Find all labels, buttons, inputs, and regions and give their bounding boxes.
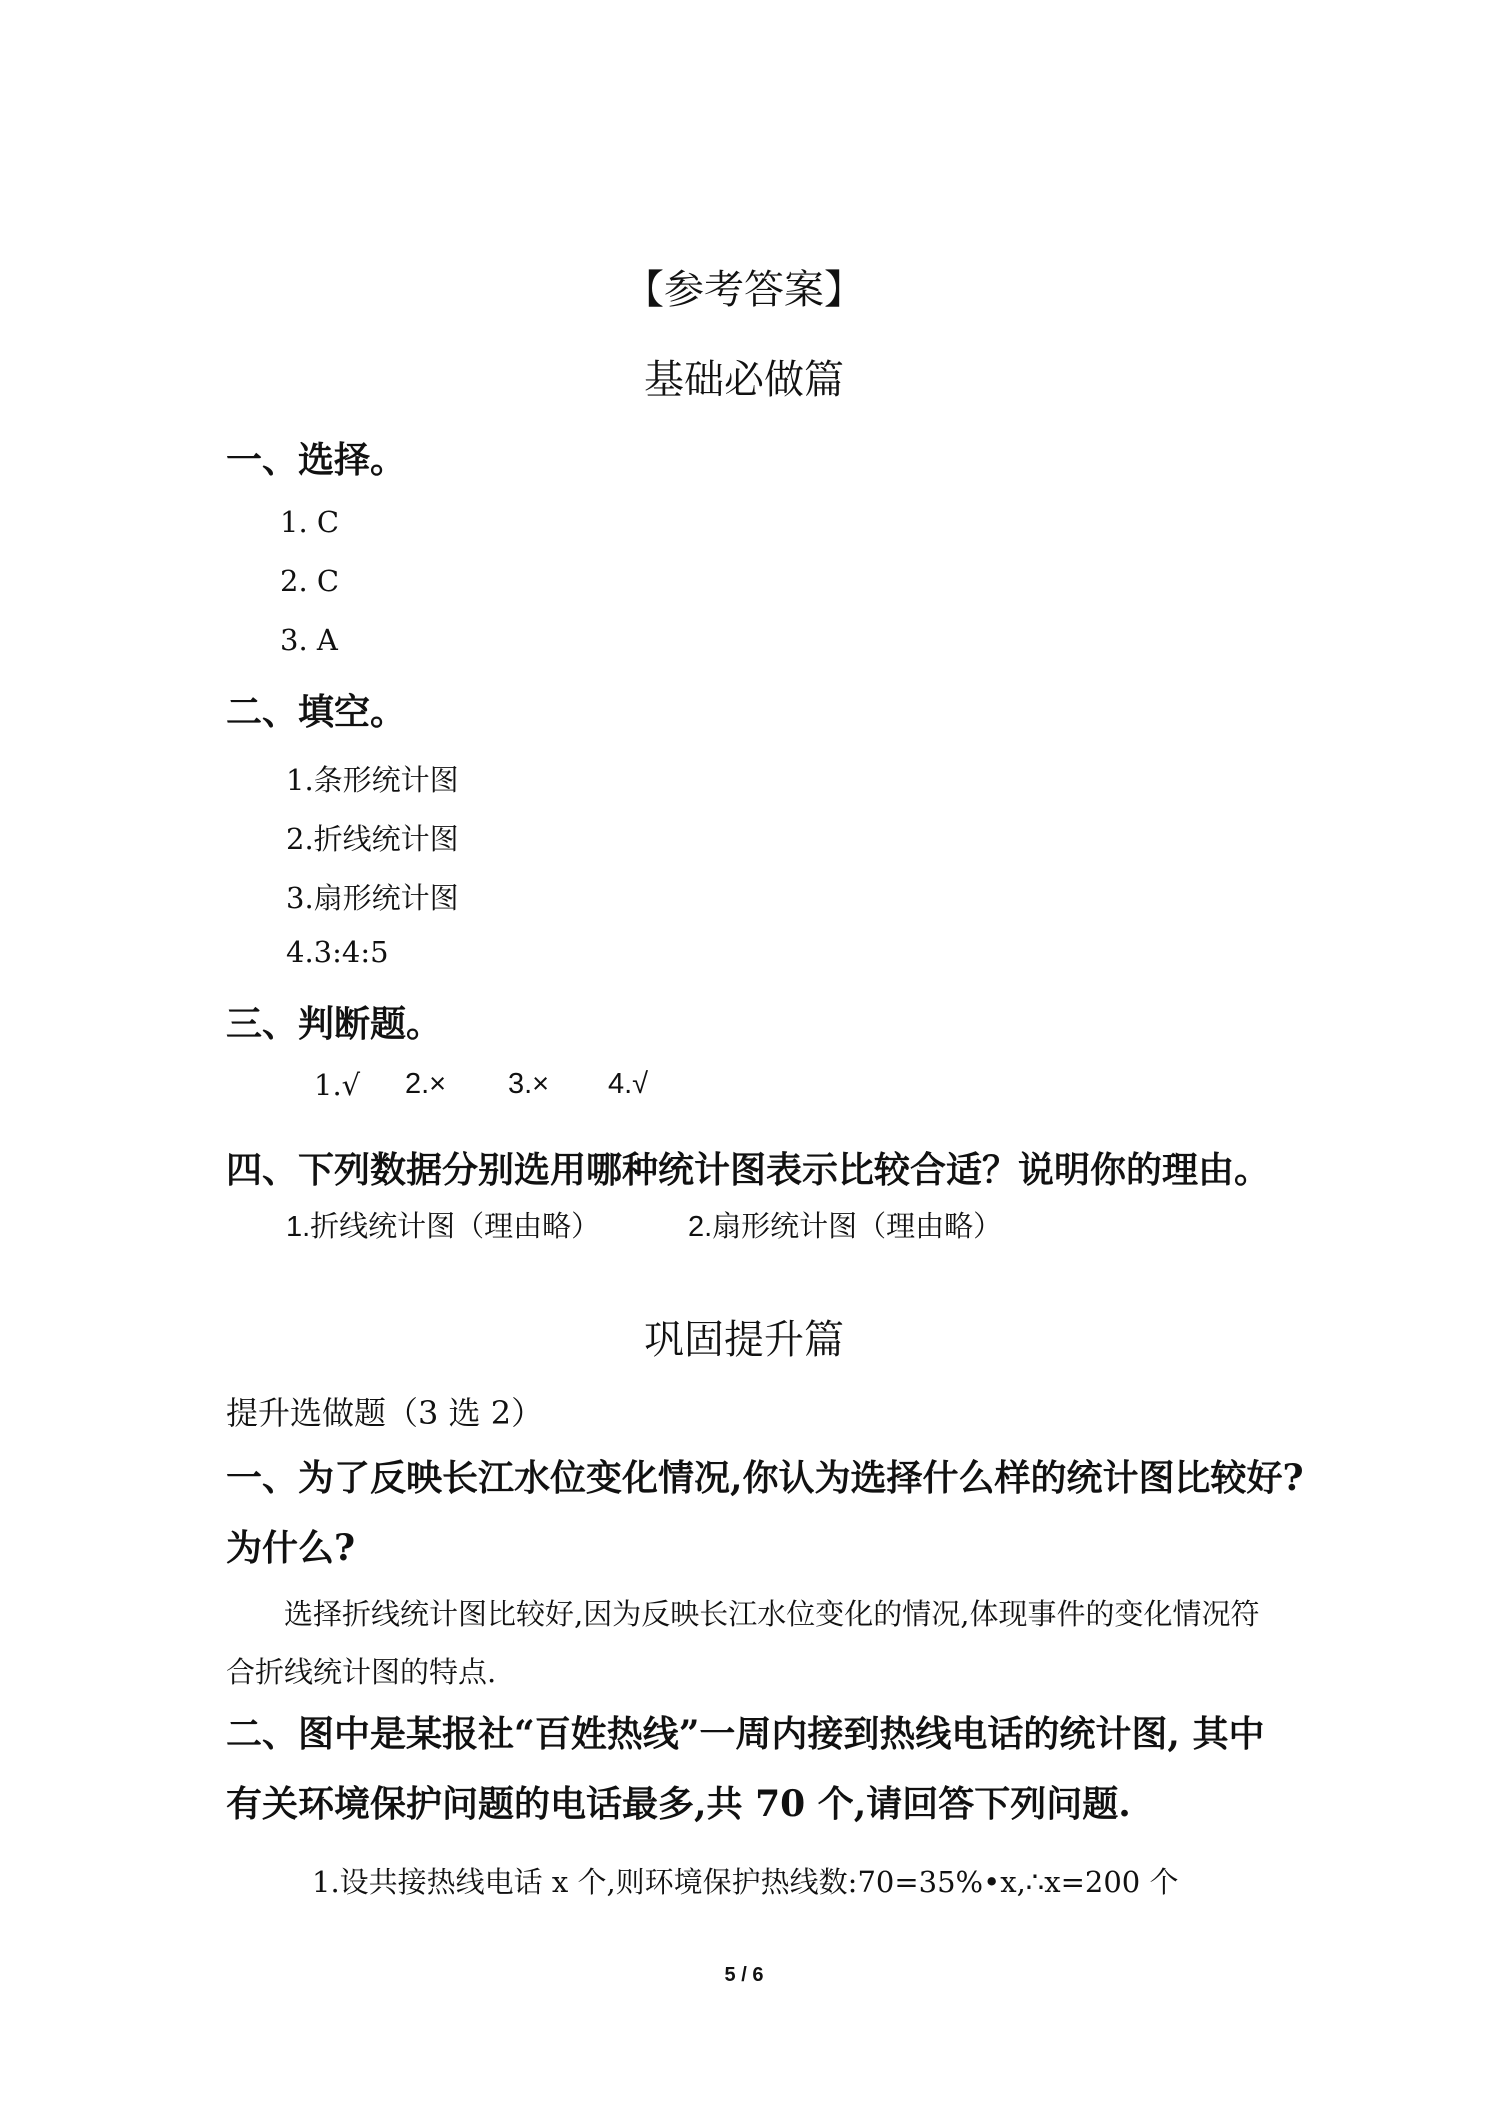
- part2-item-4: 4.3:4:5: [286, 935, 389, 969]
- part1-heading: 一、选择。: [226, 439, 407, 481]
- page-number: 5 / 6: [724, 1964, 764, 1986]
- part2-heading: 二、填空。: [226, 691, 407, 733]
- q1-answer: 选择折线统计图比较好,因为反映长江水位变化的情况,体现事件的变化情况符合折线统计图的特点.: [226, 1597, 1260, 1689]
- advanced-label: 提升选做题（3 选 2）: [226, 1394, 544, 1432]
- q2-line-2: 有关环境保护问题的电话最多,共 70 个,请回答下列问题.: [226, 1783, 1131, 1825]
- part3-heading: 三、判断题。: [226, 1003, 443, 1045]
- part3-answer-4: 4.√: [608, 1068, 649, 1100]
- part2-item-3: 3.扇形统计图: [286, 881, 459, 915]
- section-advanced-title: 巩固提升篇: [644, 1317, 844, 1363]
- q1-line-2: 为什么?: [226, 1527, 356, 1569]
- part3-answer-2: 2.×: [405, 1068, 447, 1100]
- q2-answer-1: 1.设共接热线电话 x 个,则环境保护热线数:70=35%•x,∴x=200 个: [312, 1865, 1179, 1899]
- part4-heading: 四、下列数据分别选用哪种统计图表示比较合适？说明你的理由。: [226, 1149, 1271, 1191]
- part4-answer-1: 1.折线统计图（理由略）: [286, 1211, 601, 1243]
- part4-answer-2: 2.扇形统计图（理由略）: [688, 1211, 1003, 1243]
- section-basic-title: 基础必做篇: [644, 357, 844, 403]
- part2-item-1: 1.条形统计图: [286, 763, 459, 797]
- q2-line-1: 二、图中是某报社“百姓热线”一周内接到热线电话的统计图, 其中: [226, 1713, 1265, 1755]
- answer-title: 【参考答案】: [624, 267, 864, 313]
- part1-item-3: 3. A: [280, 623, 338, 657]
- q1-line-1: 一、为了反映长江水位变化情况,你认为选择什么样的统计图比较好?: [226, 1457, 1304, 1499]
- part3-answer-1: 1.√: [314, 1068, 361, 1102]
- part1-item-1: 1. C: [280, 505, 340, 539]
- part3-answer-3: 3.×: [508, 1068, 550, 1100]
- part2-item-2: 2.折线统计图: [286, 822, 459, 856]
- part1-item-2: 2. C: [280, 564, 340, 598]
